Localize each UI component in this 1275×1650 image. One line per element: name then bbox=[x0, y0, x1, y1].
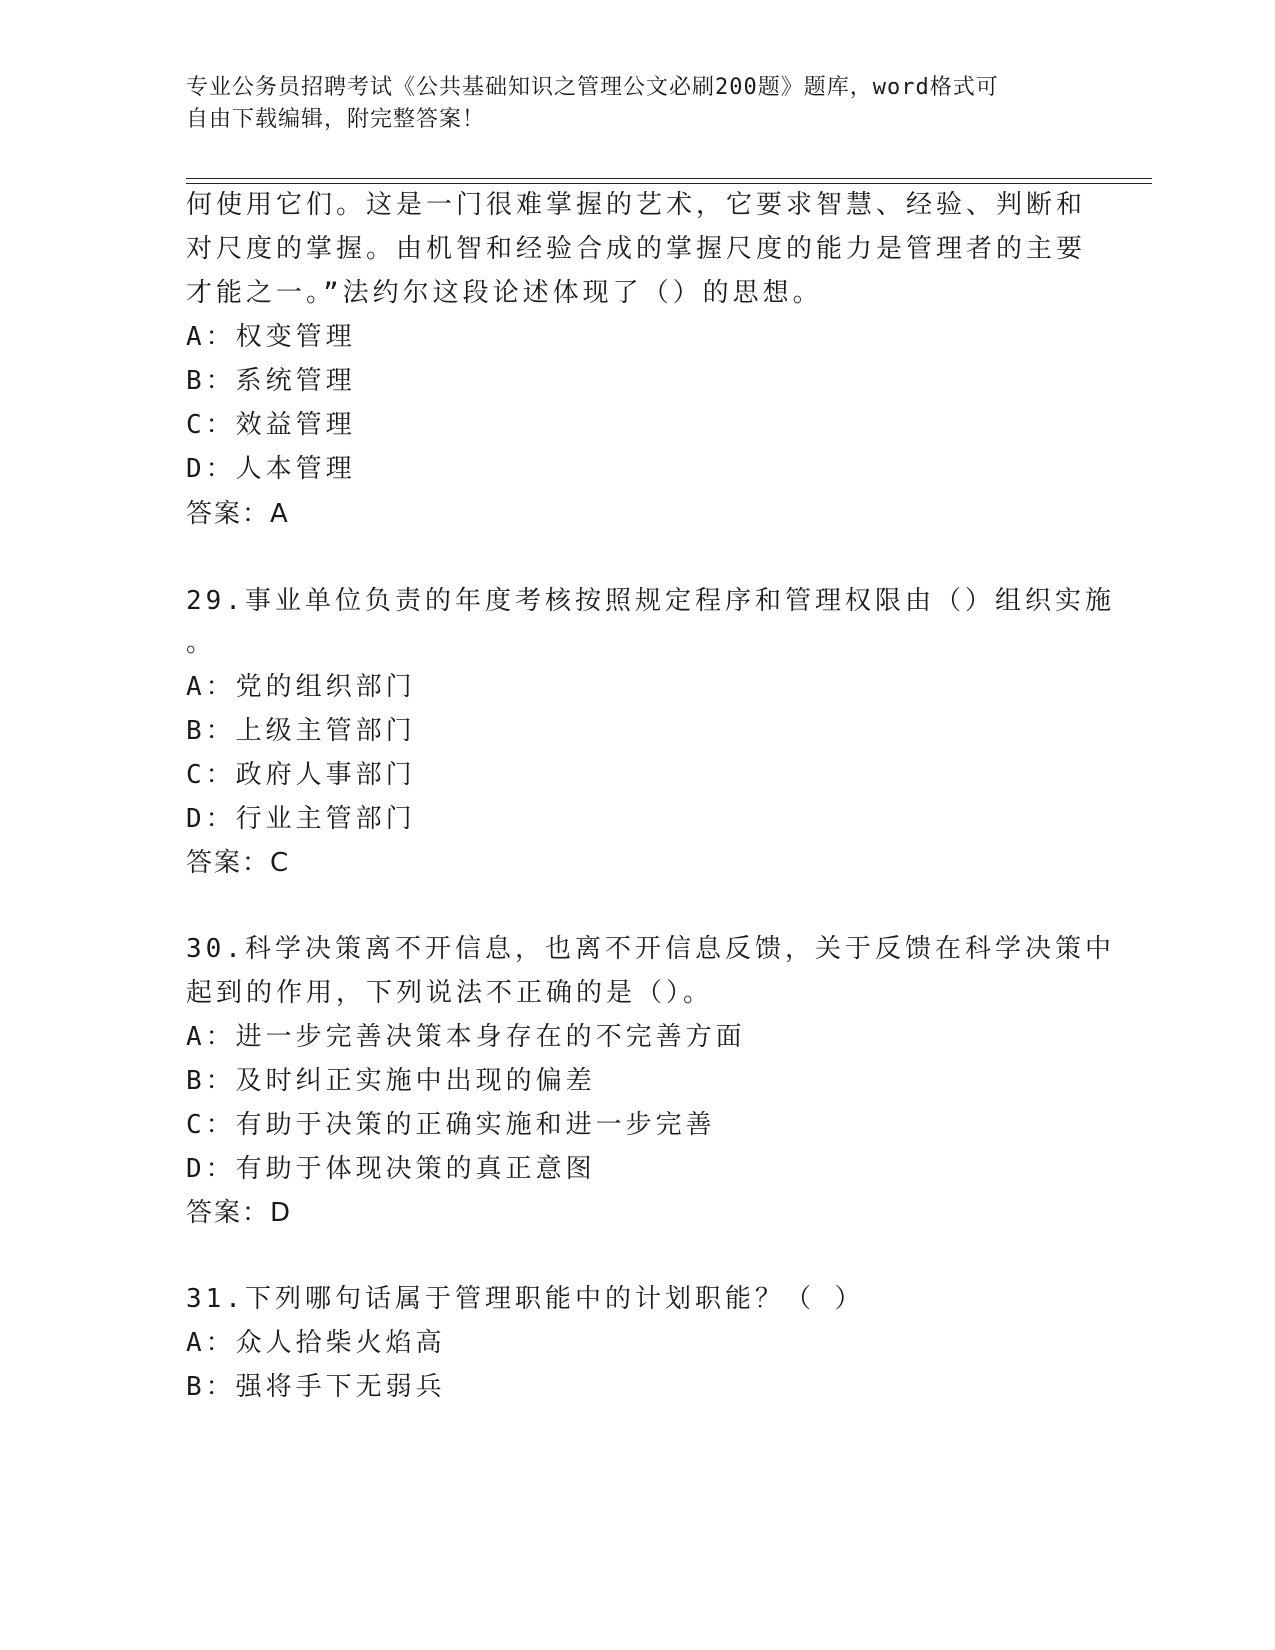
q29-option-a: A：党的组织部门 bbox=[186, 672, 416, 702]
q29-option-b: B：上级主管部门 bbox=[186, 716, 416, 746]
q28-option-d: D：人本管理 bbox=[186, 454, 356, 484]
q31-stem-line-1: 31.下列哪句话属于管理职能中的计划职能？（ ） bbox=[186, 1284, 865, 1314]
q29-stem-line-1: 29.事业单位负责的年度考核按照规定程序和管理权限由（）组织实施 bbox=[186, 586, 1115, 616]
q28-stem-line-3: 才能之一。”法约尔这段论述体现了（）的思想。 bbox=[186, 278, 823, 308]
document-header bbox=[186, 72, 1066, 136]
q28-option-b: B：系统管理 bbox=[186, 366, 356, 396]
q30-option-a: A：进一步完善决策本身存在的不完善方面 bbox=[186, 1022, 746, 1052]
q28-stem-line-2: 对尺度的掌握。由机智和经验合成的掌握尺度的能力是管理者的主要 bbox=[186, 234, 1087, 264]
q30-stem-line-2: 起到的作用，下列说法不正确的是（）。 bbox=[186, 978, 714, 1008]
q31-option-a: A：众人拾柴火焰高 bbox=[186, 1328, 446, 1358]
q28-option-c: C：效益管理 bbox=[186, 410, 356, 440]
q31-option-b: B：强将手下无弱兵 bbox=[186, 1372, 446, 1402]
header-line-2: 自由下载编辑，附完整答案！ bbox=[186, 107, 486, 132]
q29-answer: 答案：C bbox=[186, 848, 291, 878]
q30-answer: 答案：D bbox=[186, 1198, 293, 1228]
q28-option-a: A：权变管理 bbox=[186, 322, 356, 352]
header-divider-top bbox=[186, 178, 1152, 179]
q29-option-d: D：行业主管部门 bbox=[186, 804, 416, 834]
q30-stem-line-1: 30.科学决策离不开信息，也离不开信息反馈，关于反馈在科学决策中 bbox=[186, 934, 1115, 964]
q29-option-c: C：政府人事部门 bbox=[186, 760, 416, 790]
header-line-1: 专业公务员招聘考试《公共基础知识之管理公文必刷200题》题库，word格式可 bbox=[186, 75, 999, 100]
q30-option-b: B：及时纠正实施中出现的偏差 bbox=[186, 1066, 596, 1096]
q30-option-d: D：有助于体现决策的真正意图 bbox=[186, 1154, 596, 1184]
q28-answer: 答案：A bbox=[186, 499, 290, 529]
header-divider-bottom bbox=[186, 183, 1152, 184]
q29-stem-line-2: 。 bbox=[186, 628, 217, 658]
q30-option-c: C：有助于决策的正确实施和进一步完善 bbox=[186, 1110, 716, 1140]
q28-stem-line-1: 何使用它们。这是一门很难掌握的艺术，它要求智慧、经验、判断和 bbox=[186, 190, 1087, 220]
